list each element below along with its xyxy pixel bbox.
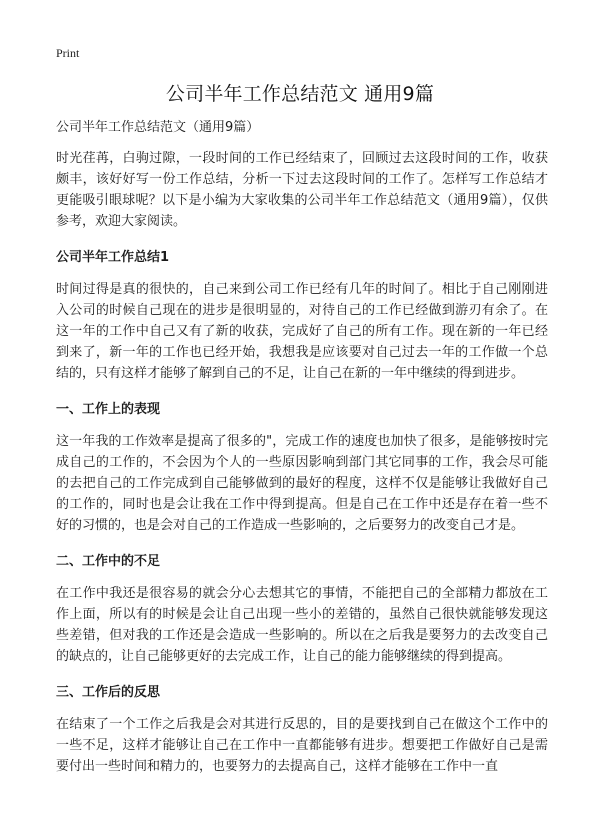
summary-1-paragraph: 时间过得是真的很快的，自己来到公司工作已经有几年的时间了。相比于自己刚刚进入公司的时候自己现在的进步是很明显的，对待自己的工作已经做到游刃有余了。在这一年的工作中自己又有了新的收获，完成好了自己的所有工作。现在新的一年已经到来了，新一年的工作也已经开始，我想我是应该要对自己过去一年的工作做一个总结的，只有这样才能够了解到自己的不足，让自己在新的一年中继续的得到进步。 [56, 282, 548, 381]
section-heading-summary-1: 公司半年工作总结1 [56, 250, 170, 265]
section-heading-work-performance: 一、工作上的表现 [56, 402, 161, 417]
document-body [56, 118, 548, 793]
document-subtitle: 公司半年工作总结范文（通用9篇） [56, 120, 260, 135]
print-link[interactable]: Print [56, 46, 80, 60]
section-heading-shortcomings: 二、工作中的不足 [56, 554, 161, 569]
reflection-paragraph: 在结束了一个工作之后我是会对其进行反思的，目的是要找到自己在做这个工作中的一些不足，这样才能够让自己在工作中一直都能够有进步。想要把工作做好自己是需要付出一些时间和精力的，也要努力的去提高自己，这样才能够在工作中一直 [56, 717, 548, 774]
intro-paragraph: 时光荏苒，白驹过隙，一段时间的工作已经结束了，回顾过去这段时间的工作，收获颇丰，该好好写一份工作总结，分析一下过去这段时间的工作了。怎样写工作总结才更能吸引眼球呢？以下是小编为大家收集的公司半年工作总结范文（通用9篇），仅供参考，欢迎大家阅读。 [56, 151, 548, 229]
section-heading-reflection: 三、工作后的反思 [56, 685, 161, 700]
page-title: 公司半年工作总结范文 通用9篇 [165, 83, 435, 105]
shortcomings-paragraph: 在工作中我还是很容易的就会分心去想其它的事情，不能把自己的全部精力都放在工作上面，所以有的时候是会让自己出现一些小的差错的，虽然自己很快就能够发现这些差错，但对我的工作还是会造成一些影响的。所以在之后我是要努力的去改变自己的缺点的，让自己能够更好的去完成工作，让自己的能力能够继续的得到提高。 [56, 586, 548, 664]
work-performance-paragraph: 这一年我的工作效率是提高了很多的"，完成工作的速度也加快了很多，是能够按时完成自己的工作的，不会因为个人的一些原因影响到部门其它同事的工作，我会尽可能的去把自己的工作完成到自己能够做到的最好的程度，这样不仅是能够让我做好自己的工作的，同时也是会让我在工作中得到提高。但是自己在工作中还是存在着一些不好的习惯的，也是会对自己的工作造成一些影响的，之后要努力的改变自己才是。 [56, 434, 548, 533]
